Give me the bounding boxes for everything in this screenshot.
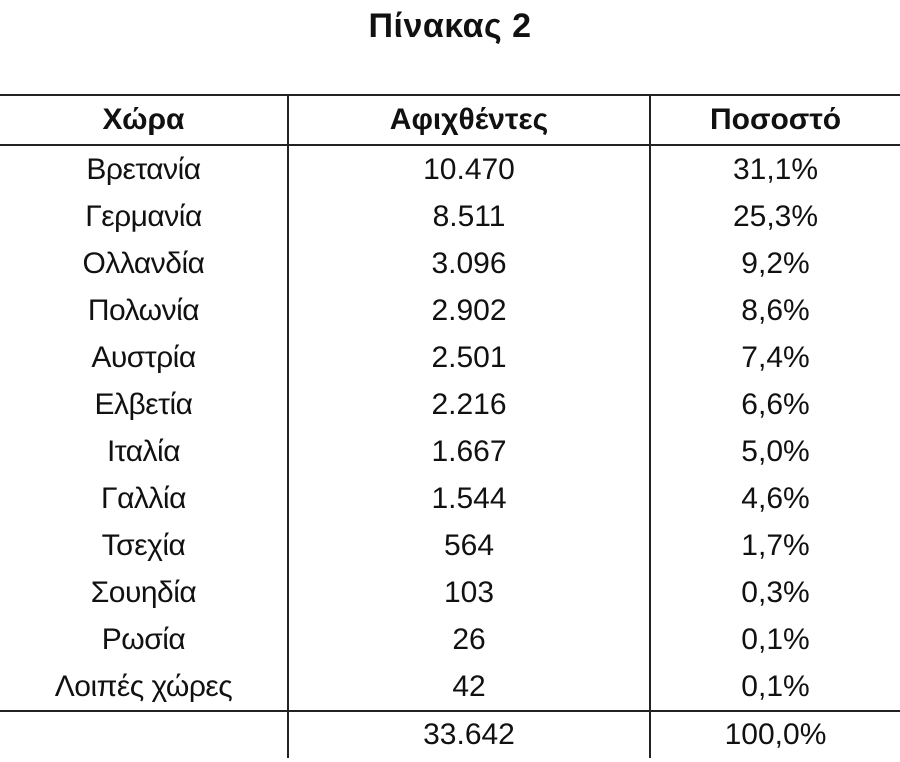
table-row [0,240,900,287]
table-row [0,569,900,616]
arrivals-cell: 10.470 [288,145,650,193]
percent-cell: 25,3% [732,199,819,233]
header-country: Χώρα [0,95,288,145]
arrivals-cell: 103 [288,569,650,616]
table-row [0,193,900,240]
country-cell: Γαλλία [0,475,288,522]
percent-cell: 8,6% [741,293,810,327]
total-arrivals-cell: 33.642 [288,711,650,758]
table-row [0,287,900,334]
total-label-cell [0,711,288,758]
table-row [0,334,900,381]
percent-cell: 9,2% [741,246,810,280]
table-row [0,475,900,522]
table-row [0,145,900,193]
percent-cell: 4,6% [741,481,810,515]
country-cell: Λοιπές χώρες [0,663,288,711]
table-row [0,663,900,711]
arrivals-cell: 3.096 [288,240,650,287]
percent-cell: 7,4% [741,340,810,374]
table-header [0,95,900,145]
table-row [0,428,900,475]
total-row [0,711,900,758]
arrivals-cell: 1.544 [288,475,650,522]
header-percent: Ποσοστό [650,95,900,145]
percent-cell: 6,6% [741,387,810,421]
percent-cell: 1,7% [741,528,810,562]
table-row [0,616,900,663]
page-title: Πίνακας 2 [368,7,532,45]
header-row [0,95,900,145]
arrivals-cell: 8.511 [288,193,650,240]
arrivals-cell: 2.501 [288,334,650,381]
header-arrivals: Αφιχθέντες [288,95,650,145]
arrivals-cell: 2.216 [288,381,650,428]
table-row [0,381,900,428]
country-cell: Βρετανία [0,145,288,193]
percent-cell: 0,1% [741,622,810,656]
percent-cell: 31,1% [732,152,819,186]
arrivals-cell: 42 [288,663,650,711]
country-cell: Τσεχία [0,522,288,569]
country-cell: Ολλανδία [0,240,288,287]
arrivals-cell: 1.667 [288,428,650,475]
percent-cell: 0,3% [741,575,810,609]
percent-cell: 5,0% [741,434,810,468]
table-row [0,522,900,569]
country-cell: Αυστρία [0,334,288,381]
arrivals-cell: 2.902 [288,287,650,334]
arrivals-table [0,94,900,758]
arrivals-cell: 26 [288,616,650,663]
country-cell: Ιταλία [0,428,288,475]
table-body [0,145,900,758]
arrivals-cell: 564 [288,522,650,569]
percent-cell: 0,1% [741,669,810,703]
country-cell: Πολωνία [0,287,288,334]
country-cell: Γερμανία [0,193,288,240]
country-cell: Ρωσία [0,616,288,663]
country-cell: Σουηδία [0,569,288,616]
country-cell: Ελβετία [0,381,288,428]
total-percent-cell: 100,0% [650,711,900,758]
